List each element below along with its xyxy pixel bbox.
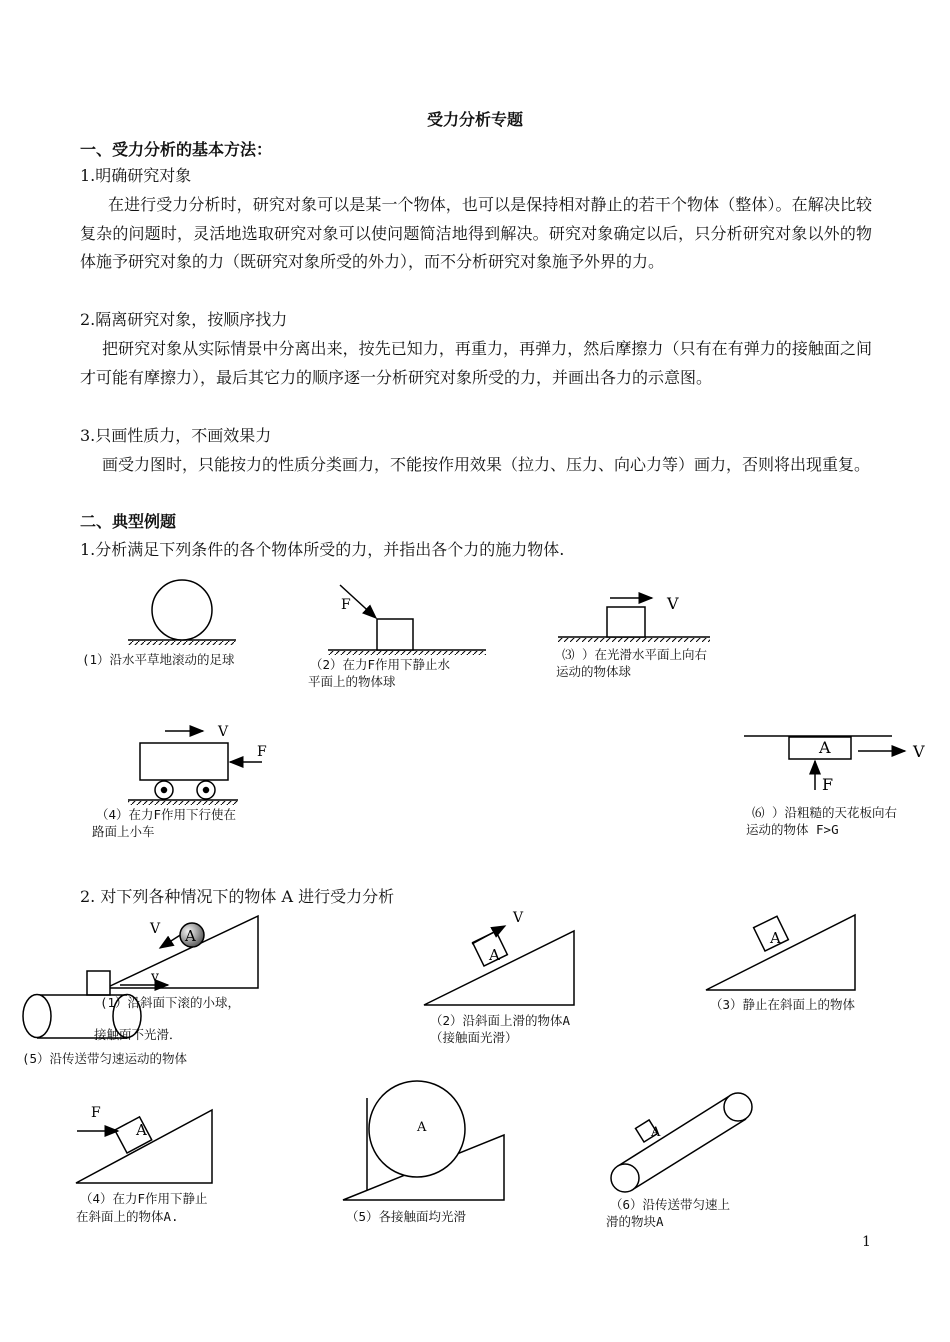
q2-caption-4a: （4）在力F作用下静止 [80, 1191, 208, 1206]
q1-fig2-block [328, 585, 486, 655]
q2-caption-conveyor: (5）沿传送带匀速运动的物体 [22, 1051, 188, 1066]
item1-body: 在进行受力分析时，研究对象可以是某一个物体，也可以是保持相对静止的若干个物体（整体）。在解决比较复杂的问题时，灵活地选取研究对象可以使问题简洁地得到解决。研究对象确定以后，只分析研究对象以外的物体施予研究对象的力（既研究对象所受的外力），而不分析研究对象施予外界的力。 [80, 195, 872, 271]
q1-fig4-cart [128, 731, 262, 805]
q1-caption-2b: 平面上的物体球 [308, 674, 396, 689]
q1-caption-3b: 运动的物体球 [556, 664, 632, 679]
q2-fig1-incline-ball [106, 916, 258, 988]
q2-fig6-inclined-conveyor [611, 1093, 752, 1192]
q1-caption-6b: 运动的物体 F>G [746, 822, 839, 837]
q2-caption-4b: 在斜面上的物体A. [76, 1209, 179, 1224]
q2-caption-2a: （2）沿斜面上滑的物体A [430, 1013, 571, 1028]
q1-fig4-label-F: F [257, 744, 267, 760]
q1-caption-4b: 路面上小车 [92, 824, 155, 839]
q2-caption-1b: 接触面不光滑． [94, 1027, 182, 1042]
q2-fig3-incline-block [706, 915, 855, 990]
page-number: 1 [862, 1234, 871, 1250]
q2-fig6-label-A: A [651, 1125, 661, 1140]
q1-fig1-football [128, 580, 236, 645]
q2-fig4-label-F: F [91, 1105, 101, 1121]
q1-fig6-label-V: V [913, 742, 925, 761]
q2-caption-3: （3）静止在斜面上的物体 [710, 997, 856, 1012]
q2-caption-5: （5）各接触面均光滑 [346, 1209, 467, 1224]
q2-fig4-label-A: A [136, 1121, 147, 1139]
section2-heading: 二、典型例题 [80, 512, 177, 531]
question-1: 1.分析满足下列条件的各个物体所受的力，并指出各个力的施力物体. [80, 540, 565, 559]
q1-caption-3a: ⑶ ）在光滑水平面上向右 [562, 647, 708, 662]
q1-fig6-label-A: A [819, 738, 831, 757]
item1-title: 1.明确研究对象 [80, 166, 192, 185]
q1-fig2-label-F: F [341, 597, 351, 613]
item2-title: 2.隔离研究对象，按顺序找力 [80, 310, 288, 329]
q1-fig3-block [558, 598, 710, 642]
q2-fig-conveyor-label-v: v [151, 969, 159, 985]
q2-fig5-label-A: A [417, 1120, 427, 1135]
q2-fig5-ball-wall-incline [343, 1081, 504, 1200]
q1-fig6-label-F: F [822, 775, 834, 794]
q1-caption-6a: ⑹ ）沿粗糙的天花板向右 [752, 805, 898, 820]
section1-heading: 一、受力分析的基本方法： [80, 140, 273, 159]
q2-fig2-incline-block [424, 926, 574, 1005]
q2-caption-6a: （6）沿传送带匀速上 [610, 1197, 731, 1212]
q2-fig1-label-A: A [185, 927, 196, 945]
q1-fig4-label-V: V [218, 724, 229, 740]
page-title: 受力分析专题 [426, 110, 523, 129]
q2-fig2-label-A: A [489, 946, 500, 964]
item3-title: 3.只画性质力，不画效果力 [80, 426, 272, 445]
q1-fig3-label-V: V [667, 594, 679, 613]
q2-caption-1a: (1）沿斜面下滚的小球， [100, 995, 241, 1010]
q1-caption-2a: （2）在力F作用下静止水 [310, 657, 451, 672]
q2-caption-2b: （接触面光滑） [430, 1030, 518, 1045]
q2-caption-6b: 滑的物块A [606, 1214, 664, 1229]
item3-body: 画受力图时，只能按力的性质分类画力，不能按作用效果（拉力、压力、向心力等）画力，否则将出现重复。 [102, 455, 871, 474]
q1-caption-1: (1）沿水平草地滚动的足球 [82, 652, 235, 667]
q2-fig1-label-V: V [150, 921, 161, 937]
q1-caption-4a: （4）在力F作用下行使在 [96, 807, 237, 822]
item2-body: 把研究对象从实际情景中分离出来，按先已知力，再重力，再弹力，然后摩擦力（只有在有弹力的接触面之间才可能有摩擦力），最后其它力的顺序逐一分析研究对象所受的力，并画出各力的示意图。 [80, 339, 872, 387]
q2-fig2-label-V: V [513, 910, 524, 926]
q2-fig3-label-A: A [770, 929, 781, 947]
question-2: 2. 对下列各种情况下的物体 A 进行受力分析 [80, 887, 395, 906]
